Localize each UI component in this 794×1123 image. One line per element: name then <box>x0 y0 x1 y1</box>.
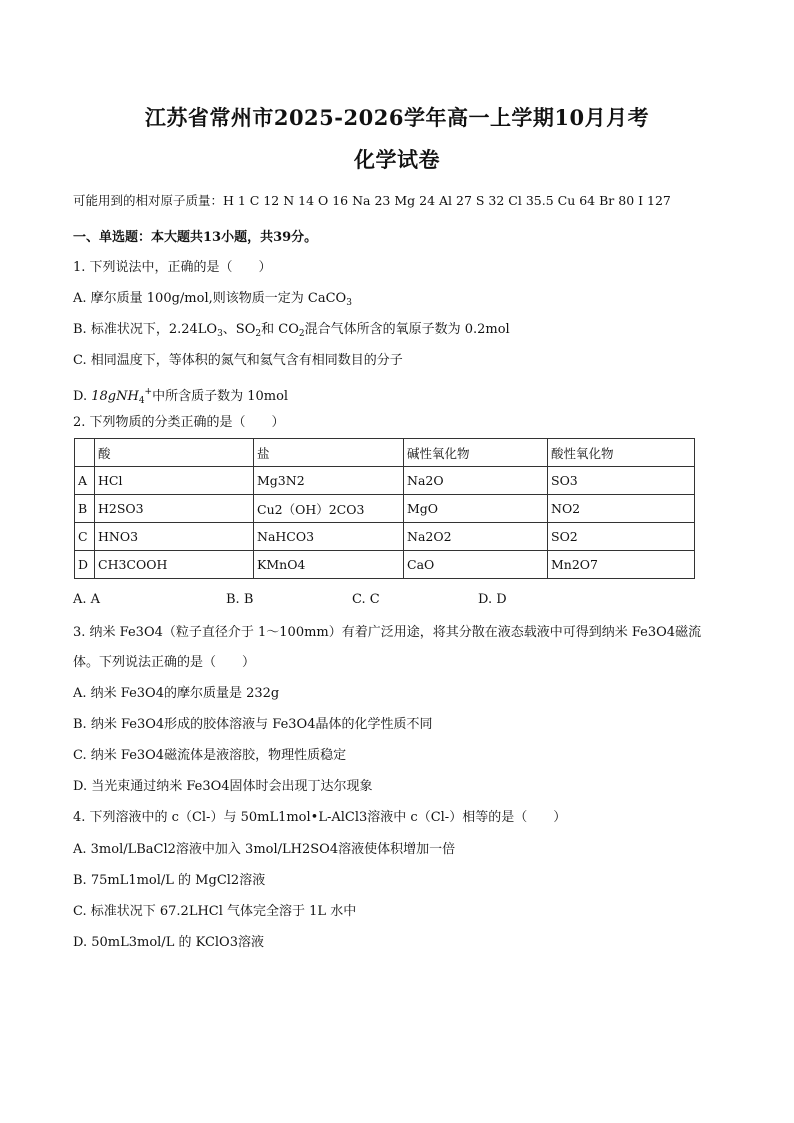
table-cell: MgO <box>404 495 548 523</box>
table-cell: D <box>75 551 95 579</box>
q4-option-a: A. 3mol/LBaCl2溶液中加入 3mol/LH2SO4溶液使体积增加一倍 <box>73 842 456 857</box>
table-cell: Cu2（OH）2CO3 <box>254 495 404 523</box>
q3-option-b: B. 纳米 Fe3O4形成的胶体溶液与 Fe3O4晶体的化学性质不同 <box>73 717 433 732</box>
exam-title: 江苏省常州市2025-2026学年高一上学期10月月考 <box>144 105 650 130</box>
q2-option-b: B. B <box>226 592 254 607</box>
q3-option-c: C. 纳米 Fe3O4磁流体是液溶胶，物理性质稳定 <box>73 748 347 763</box>
q1-stem: 1. 下列说法中，正确的是（ ） <box>73 260 272 275</box>
q3-option-d: D. 当光束通过纳米 Fe3O4固体时会出现丁达尔现象 <box>73 779 373 794</box>
q4-option-b: B. 75mL1mol/L 的 MgCl2溶液 <box>73 873 266 888</box>
q4-stem: 4. 下列溶液中的 c（Cl-）与 50mL1mol•L-AlCl3溶液中 c（Cl-）相等的是（ ） <box>73 810 567 825</box>
table-cell: Na2O <box>404 467 548 495</box>
q1-option-a <box>73 290 352 312</box>
q1-option-b-part: 混合气体所含的氧原子数为 0.2mol <box>304 322 510 337</box>
subscript: 4 <box>138 396 145 406</box>
table-cell: SO3 <box>548 467 695 495</box>
q2-option-c: C. C <box>352 592 380 607</box>
classification-table <box>74 438 695 579</box>
q1-option-d-text: 中所含质子数为 10mol <box>152 389 289 404</box>
q1-option-a-text: A. 摩尔质量 100g/mol,则该物质一定为 CaCO <box>73 291 347 306</box>
table-row <box>75 523 695 551</box>
q3-stem-line2: 体。下列说法正确的是（ ） <box>73 655 256 670</box>
table-row <box>75 495 695 523</box>
table-cell: Mg3N2 <box>254 467 404 495</box>
q1-option-b-part: 和 CO <box>261 322 299 337</box>
q2-stem: 2. 下列物质的分类正确的是（ ） <box>73 415 285 430</box>
table-header-cell: 盐 <box>254 439 404 467</box>
q1-option-d-label: D. <box>73 389 92 404</box>
q2-option-d: D. D <box>478 592 507 607</box>
table-cell: SO2 <box>548 523 695 551</box>
superscript: + <box>144 387 153 397</box>
table-cell: CaO <box>404 551 548 579</box>
q2-option-a: A. A <box>73 592 101 607</box>
table-cell: Na2O2 <box>404 523 548 551</box>
q4-option-c: C. 标准状况下 67.2LHCl 气体完全溶于 1L 水中 <box>73 904 357 919</box>
table-header-row <box>75 439 695 467</box>
subscript: 3 <box>217 329 223 339</box>
table-header-cell <box>75 439 95 467</box>
atomic-masses-note: 可能用到的相对原子质量：H 1 C 12 N 14 O 16 Na 23 Mg 24 Al 27 S 32 Cl 35.5 Cu 64 Br 80 I 127 <box>73 193 671 208</box>
q1-option-c: C. 相同温度下，等体积的氮气和氦气含有相同数目的分子 <box>73 353 403 368</box>
table-cell: HNO3 <box>95 523 254 551</box>
table-cell: A <box>75 467 95 495</box>
q1-option-b-part: 、SO <box>222 322 256 337</box>
q1-option-b-part: B. 标准状况下，2.24LO <box>73 322 218 337</box>
q3-option-a: A. 纳米 Fe3O4的摩尔质量是 232g <box>73 686 280 701</box>
q1-option-b <box>73 321 510 343</box>
table-cell: Mn2O7 <box>548 551 695 579</box>
exam-subtitle: 化学试卷 <box>354 147 440 172</box>
subscript: 3 <box>346 298 352 308</box>
q1-option-d <box>73 383 288 410</box>
table-cell: C <box>75 523 95 551</box>
q4-option-d: D. 50mL3mol/L 的 KClO3溶液 <box>73 935 264 950</box>
table-header-cell: 酸性氧化物 <box>548 439 695 467</box>
table-header-cell: 碱性氧化物 <box>404 439 548 467</box>
q1-option-d-formula: 18gNH <box>91 389 139 404</box>
q3-stem-line1: 3. 纳米 Fe3O4（粒子直径介于 1～100mm）有着广泛用途，将其分散在液态载液中可得到纳米 Fe3O4磁流 <box>73 625 702 640</box>
table-cell: CH3COOH <box>95 551 254 579</box>
section-heading: 一、单选题：本大题共13小题，共39分。 <box>73 230 318 245</box>
table-cell: NaHCO3 <box>254 523 404 551</box>
table-cell: KMnO4 <box>254 551 404 579</box>
subscript: 2 <box>298 329 305 339</box>
table-header-cell: 酸 <box>95 439 254 467</box>
subscript: 2 <box>255 329 262 339</box>
table-cell: B <box>75 495 95 523</box>
table-cell: H2SO3 <box>95 495 254 523</box>
table-row <box>75 467 695 495</box>
table-row <box>75 551 695 579</box>
table-cell: NO2 <box>548 495 695 523</box>
table-cell: HCl <box>95 467 254 495</box>
